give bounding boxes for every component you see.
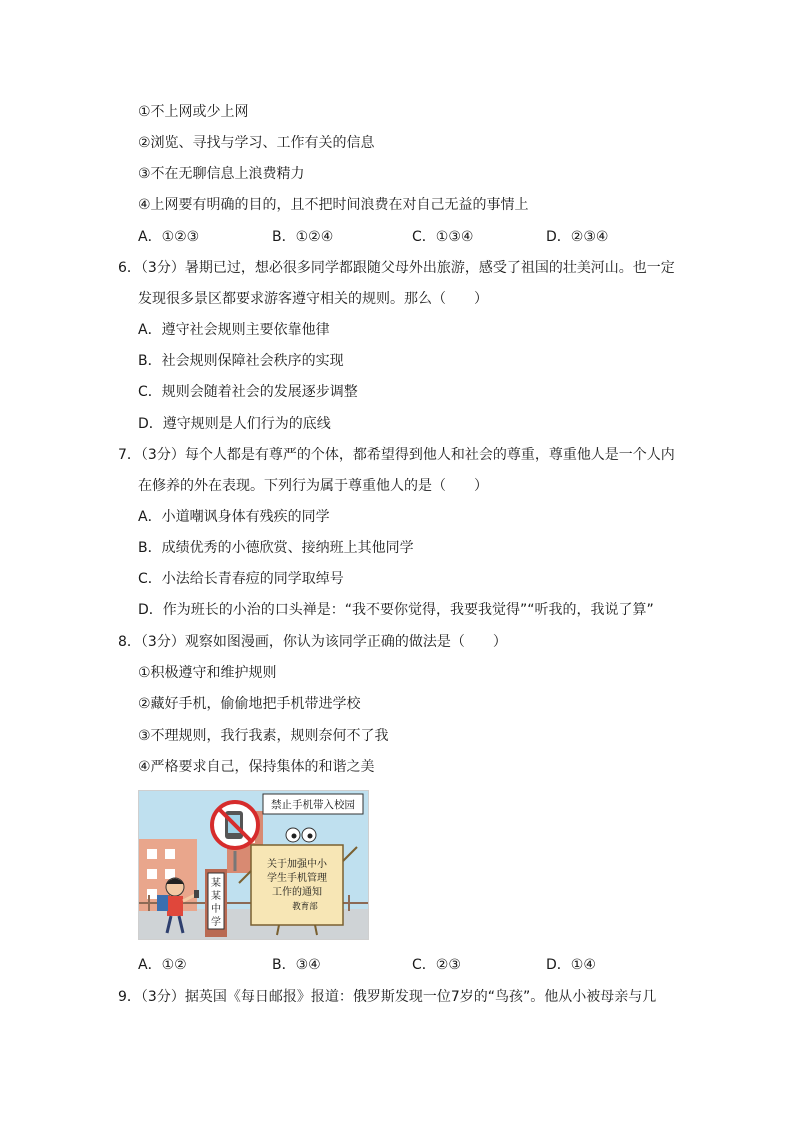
q8-item-4: ④严格要求自己，保持集体的和谐之美 [138,759,375,775]
gate-char-3: 中 [211,904,221,915]
q6-stem-line1: 6．（3分）暑期已过，想必很多同学都跟随父母外出旅游，感受了祖国的壮美河山。也一定 [118,260,675,276]
q9-stem-line1: 9．（3分）据英国《每日邮报》报道：俄罗斯发现一位7岁的“鸟孩”。他从小被母亲与几 [118,989,657,1005]
q6-option-c: C．规则会随着社会的发展逐步调整 [138,384,358,400]
gate-char-4: 学 [211,917,221,928]
q6-option-a: A．遵守社会规则主要依靠他律 [138,322,330,338]
q8-item-3: ③不理规则，我行我素，规则奈何不了我 [138,728,389,744]
q5-option-a: A．①②③ [138,229,200,245]
q7-option-b: B．成绩优秀的小德欣赏、接纳班上其他同学 [138,540,414,556]
q8-option-d: D．①④ [546,957,596,973]
q7-option-a: A．小道嘲讽身体有残疾的同学 [138,509,330,525]
q8-option-a: A．①② [138,957,187,973]
q5-option-d: D．②③④ [546,229,609,245]
q8-stem: 8．（3分）观察如图漫画，你认为该同学正确的做法是（ ） [118,634,507,650]
cartoon-banner-text: 禁止手机带入校园 [271,799,355,811]
q8-options [138,955,678,975]
q5-item-1: ①不上网或少上网 [138,104,249,120]
q5-option-b: B．①②④ [272,229,334,245]
gate-char-2: 某 [211,891,221,902]
q7-option-c: C．小法给长青春痘的同学取绰号 [138,571,344,587]
q8-option-b: B．③④ [272,957,321,973]
cartoon-illustration [138,790,369,940]
notice-line-2: 学生手机管理 [267,873,327,884]
q7-stem-line2: 在修养的外在表现。下列行为属于尊重他人的是（ ） [138,478,488,494]
gate-char-1: 某 [211,878,221,889]
q5-item-3: ③不在无聊信息上浪费精力 [138,166,305,182]
q8-option-c: C．②③ [412,957,461,973]
q7-stem-line1: 7．（3分）每个人都是有尊严的个体，都希望得到他人和社会的尊重，尊重他人是一个人内 [118,447,675,463]
notice-line-3: 工作的通知 [272,887,322,898]
q5-option-c: C．①③④ [412,229,474,245]
q8-item-1: ①积极遵守和维护规则 [138,665,277,681]
q6-option-b: B．社会规则保障社会秩序的实现 [138,353,344,369]
notice-line-1: 关于加强中小 [267,859,327,870]
q8-item-2: ②藏好手机，偷偷地把手机带进学校 [138,696,361,712]
q6-stem-line2: 发现很多景区都要求游客遵守相关的规则。那么（ ） [138,291,488,307]
q5-options [138,227,678,247]
q6-option-d: D．遵守规则是人们行为的底线 [138,416,331,432]
notice-sender: 教育部 [292,902,318,912]
q5-item-2: ②浏览、寻找与学习、工作有关的信息 [138,135,375,151]
q7-option-d: D．作为班长的小治的口头禅是：“我不要你觉得，我要我觉得”“听我的，我说了算” [138,602,654,618]
q5-item-4: ④上网要有明确的目的，且不把时间浪费在对自己无益的事情上 [138,197,529,213]
